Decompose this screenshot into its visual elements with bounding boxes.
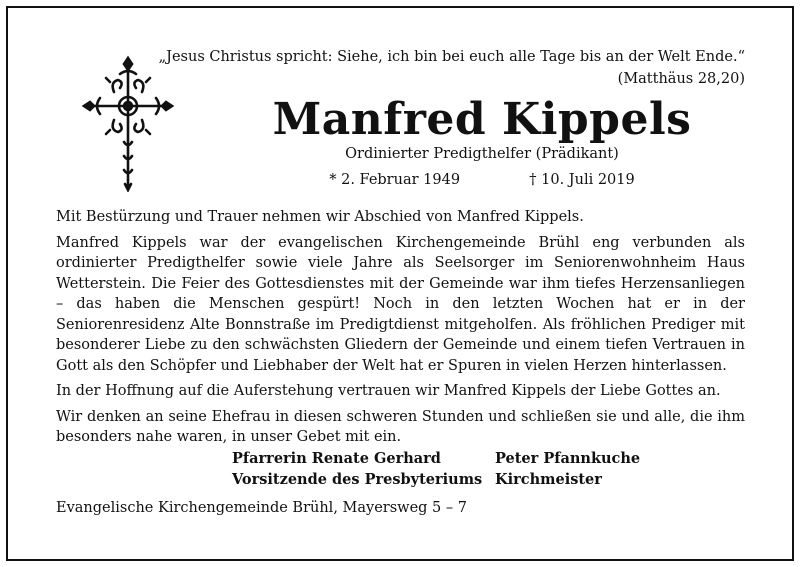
paragraph-prayer: Wir denken an seine Ehefrau in diesen schweren Stunden und schließen sie und alle, die ihm besonders nahe waren, in unser Gebet mit ein.: [56, 408, 745, 445]
deceased-name: Manfred Kippels: [272, 94, 692, 145]
signature-treasurer: [495, 448, 640, 490]
notice-body: [56, 207, 745, 453]
signature-title: Vorsitzende des Presbyteriums: [232, 471, 483, 488]
signature-name: Peter Pfannkuche: [495, 450, 641, 467]
deceased-role: Ordinierter Predigthelfer (Prädikant): [345, 146, 619, 162]
quote-text: „Jesus Christus spricht: Siehe, ich bin bei euch alle Tage bis an der Welt Ende.“: [158, 49, 745, 65]
signature-title: Kirchmeister: [495, 471, 602, 488]
quote-reference: (Matthäus 28,20): [617, 71, 745, 87]
paragraph-intro: Mit Bestürzung und Trauer nehmen wir Abschied von Manfred Kippels.: [56, 209, 584, 225]
bible-quote: [159, 46, 745, 90]
paragraph-hope: In der Hoffnung auf die Auferstehung vertrauen wir Manfred Kippels der Liebe Gottes an.: [56, 383, 721, 399]
birth-date: * 2. Februar 1949: [329, 172, 461, 188]
church-address: Evangelische Kirchengemeinde Brühl, Mayersweg 5 – 7: [56, 500, 467, 516]
paragraph-tribute: Manfred Kippels war der evangelischen Kirchengemeinde Brühl eng verbunden als ordinierter Predigthelfer sowie viele Jahre als Seelsorger im Seniorenwohnheim Haus Wetterstein. Die Feier des Gottesdienstes mit der Gemeinde war ihm tiefes Herzensanliegen – das haben die Menschen gespürt! Noch in den letzten Wochen hat er in der Seniorenresidenz Alte Bonnstraße im Predigtdienst mitgeholfen. Als fröhlichen Prediger mit besonderer Liebe zu den schwächsten Gliedern der Gemeinde und einem tiefen Vertrauen in Gott als den Schöpfer und Liebhaber der Welt hat er Spuren in vielen Herzen hinterlassen.: [56, 234, 745, 374]
signature-pastor: [232, 448, 482, 490]
signature-name: Pfarrerin Renate Gerhard: [232, 450, 441, 467]
death-date: † 10. Juli 2019: [529, 172, 635, 188]
life-dates: [222, 172, 742, 188]
